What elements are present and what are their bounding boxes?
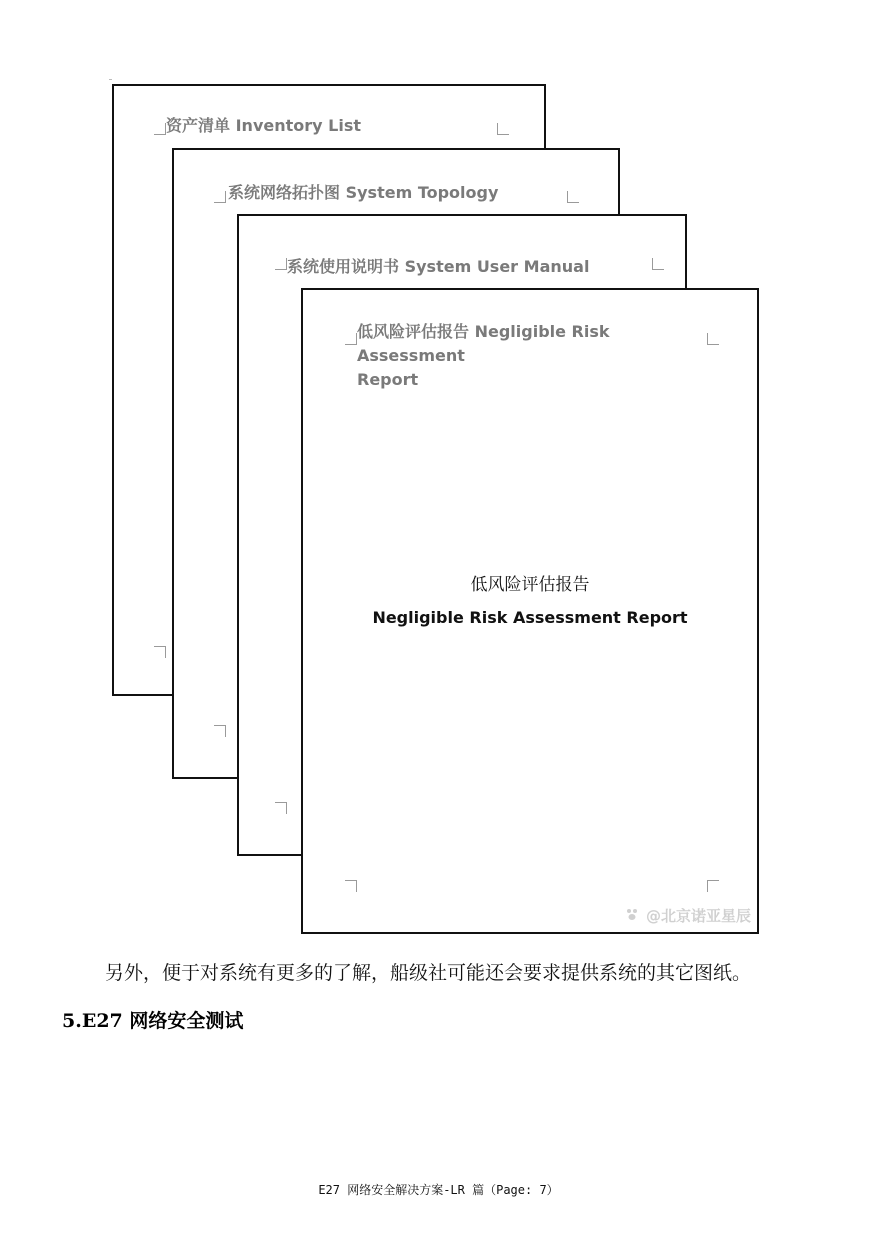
corner-mark-top-right — [497, 123, 509, 135]
watermark — [625, 905, 751, 926]
sheet-header-cn: 低风险评估报告 — [357, 322, 470, 341]
corner-mark-bottom-left — [214, 725, 226, 737]
corner-mark-top-left — [154, 123, 166, 135]
corner-mark-top-left — [345, 333, 357, 345]
sheet-header-en-line2: Report — [357, 370, 419, 389]
page-tick-mark — [109, 79, 112, 83]
corner-mark-bottom-left — [275, 802, 287, 814]
corner-mark-bottom-left — [154, 646, 166, 658]
sheet-header-en: System User Manual — [404, 257, 590, 276]
watermark-text: @北京诺亚星辰 — [645, 907, 751, 925]
sheet-header — [287, 255, 589, 279]
sheet-header-en: Negligible Risk Assessment — [357, 322, 610, 365]
sheet-header-cn: 资产清单 — [166, 116, 231, 135]
sheet-header — [228, 181, 498, 205]
page-footer: E27 网络安全解决方案-LR 篇（Page: 7） — [318, 1183, 559, 1197]
corner-mark-top-left — [214, 191, 226, 203]
section-heading: 5.E27 网络安全测试 — [62, 1010, 244, 1032]
body-paragraph: 另外，便于对系统有更多的了解，船级社可能还会要求提供系统的其它图纸。 — [105, 962, 752, 984]
sheet-header-en: Inventory List — [235, 116, 361, 135]
corner-mark-bottom-right — [707, 880, 719, 892]
sheet-header-en: System Topology — [345, 183, 499, 202]
corner-mark-top-left — [275, 258, 287, 270]
sheet-header — [166, 114, 361, 138]
report-title-cn: 低风险评估报告 — [470, 575, 590, 595]
document-sheet-risk-assessment — [301, 288, 759, 934]
report-title-en: Negligible Risk Assessment Report — [372, 608, 688, 627]
sheet-header-cn: 系统网络拓扑图 — [228, 183, 341, 202]
corner-mark-top-right — [707, 333, 719, 345]
paw-icon — [625, 907, 639, 925]
sheet-header — [357, 320, 717, 392]
corner-mark-top-right — [567, 191, 579, 203]
corner-mark-bottom-left — [345, 880, 357, 892]
sheet-header-cn: 系统使用说明书 — [287, 257, 400, 276]
corner-mark-top-right — [652, 258, 664, 270]
